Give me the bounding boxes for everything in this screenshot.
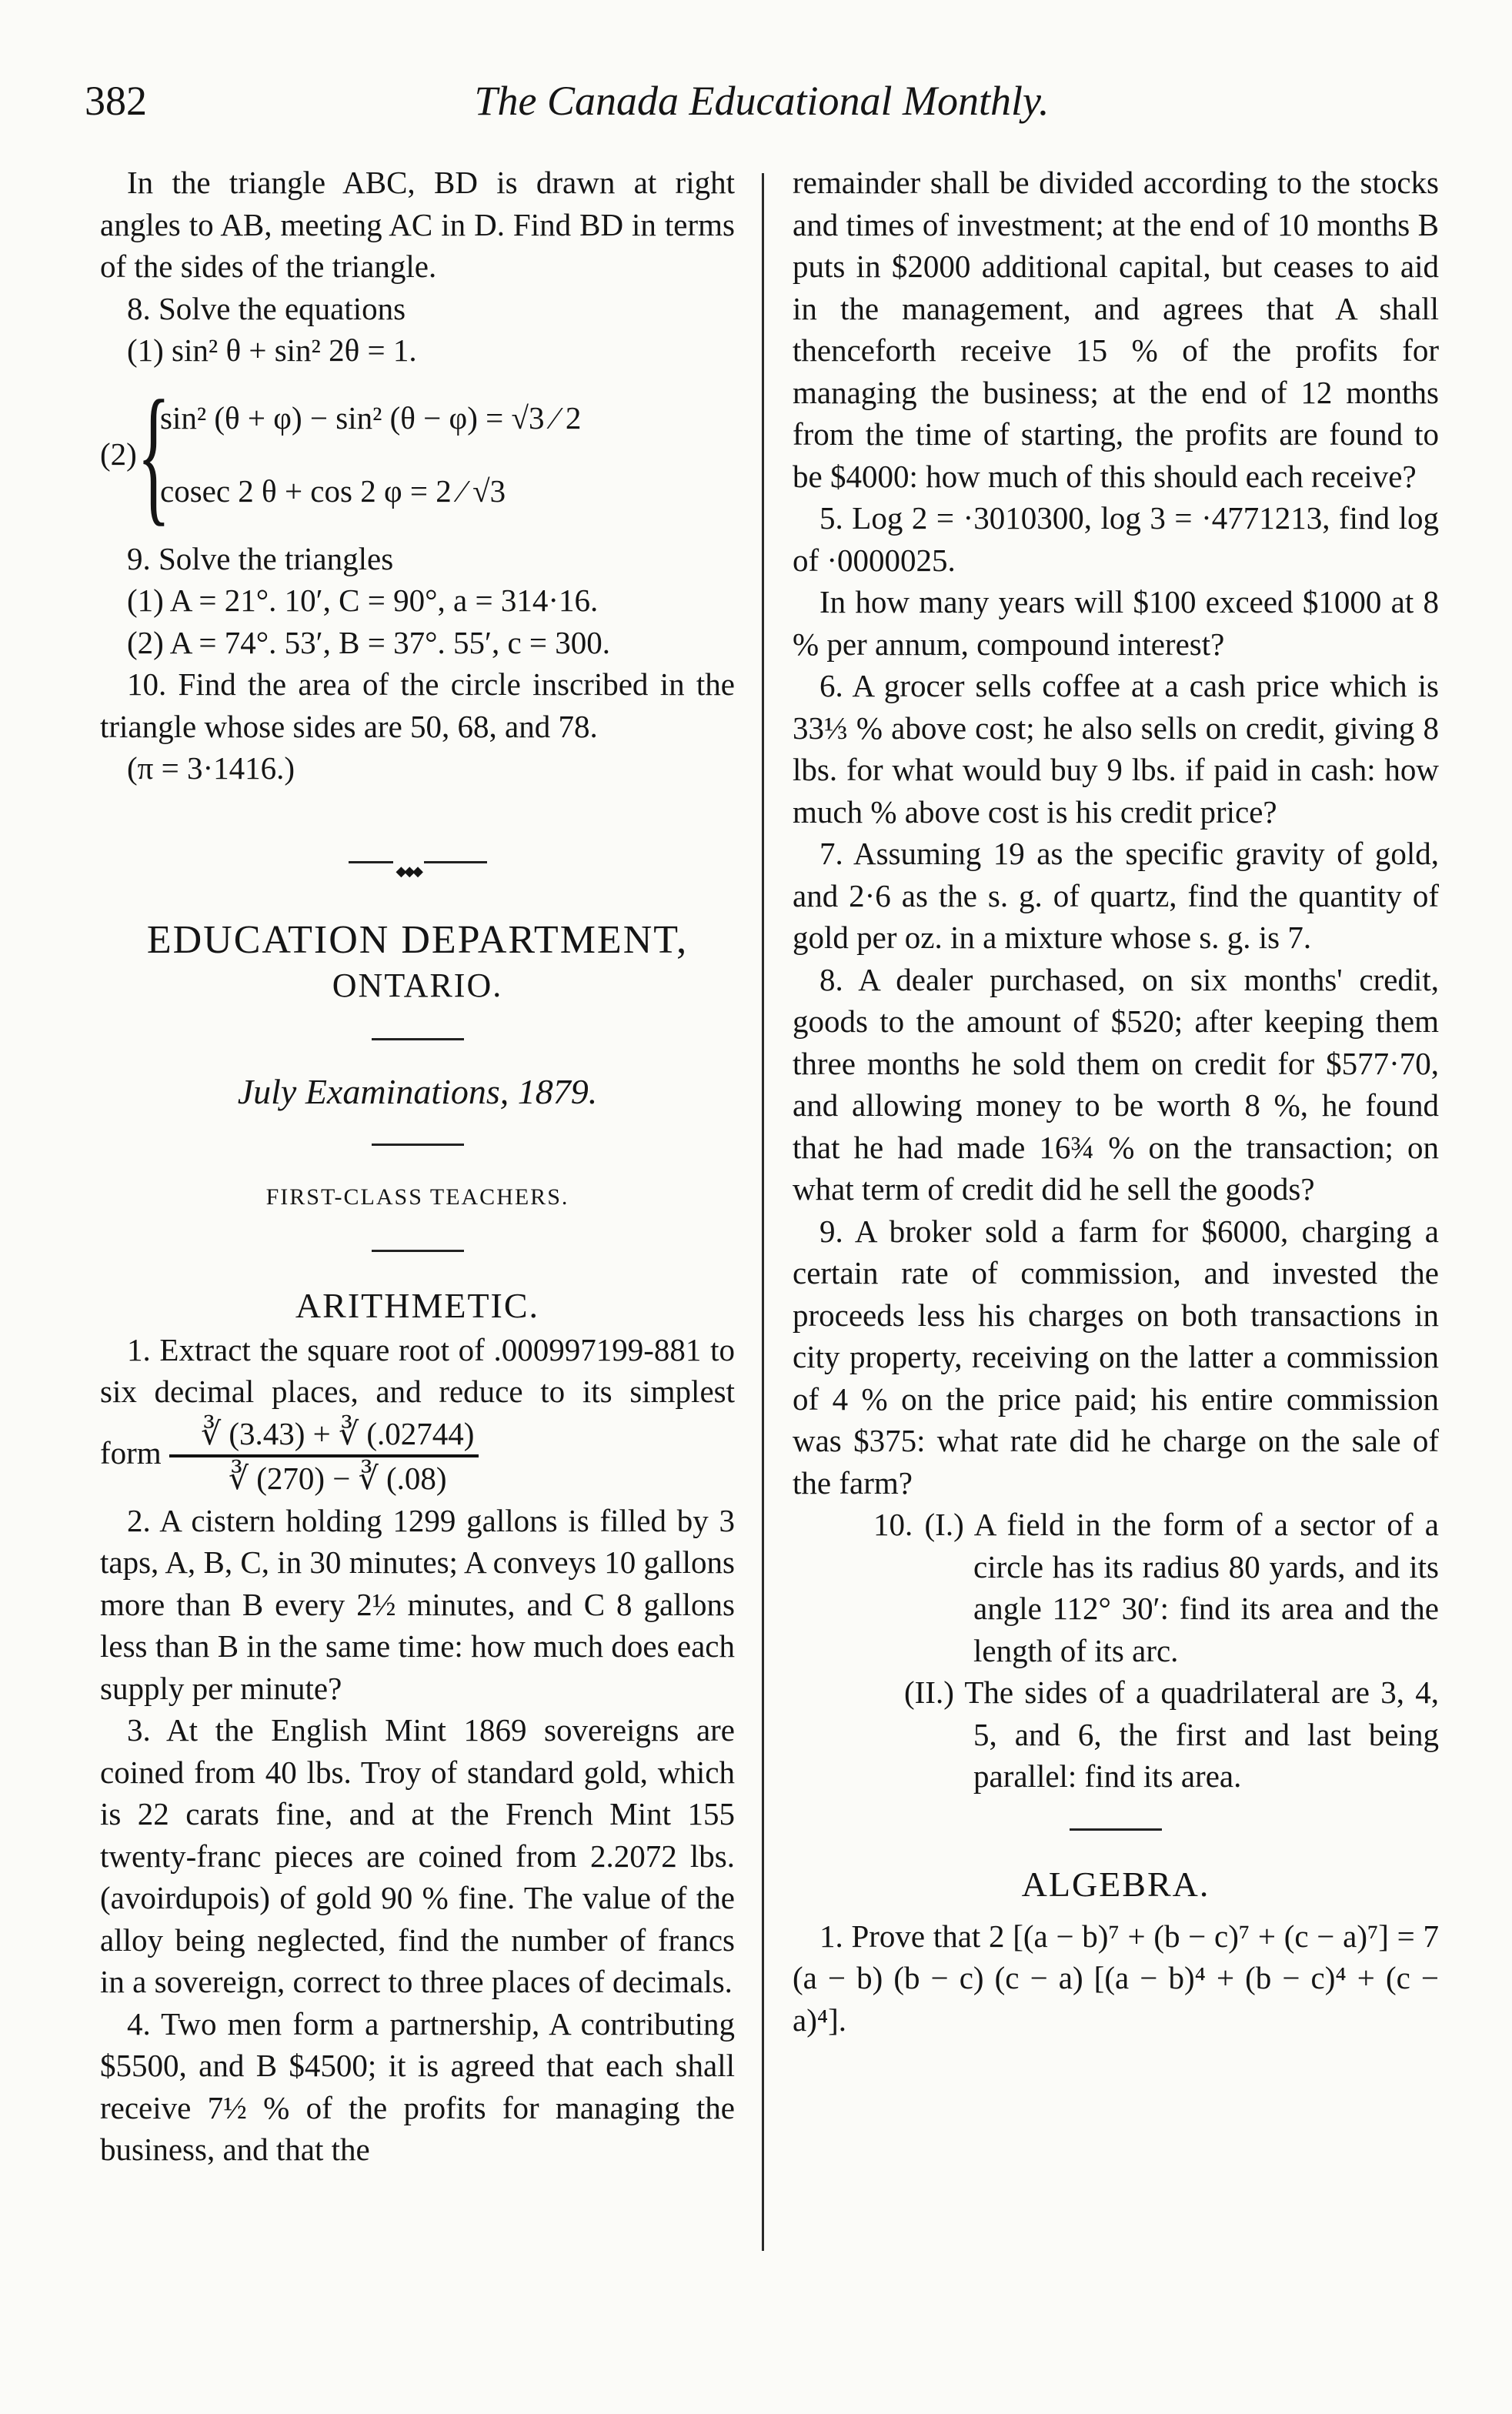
arith-question-4-continued: remainder shall be divided according to the stocks and times of investment; at the end of 10 months B puts in $2000 additional capital, but ceases to aid in the management, and agrees that A shall thenceforth receive 15 % of the profits for managing the business; at the end of 12 months from the time of starting, the profits are found to be $4000: how much of this should each receive? (793, 165, 1439, 494)
section-title: EDUCATION DEPARTMENT, (146, 918, 689, 962)
arith-question-3: 3. At the English Mint 1869 sovereigns are coined from 40 lbs. Troy of standard gold, which is 22 carats fine, and at the French Mint 155 twenty-franc pieces are coined from 2.2072 lbs. (avoirdupois) of gold 90 % fine. The value of the alloy being neglected, find the number of francs in a sovereign, correct to three places of decimals. (100, 1712, 735, 1999)
triangle-9-1: (1) A = 21°. 10′, C = 90°, a = 314·16. (127, 583, 599, 618)
equation-line-2: cosec 2 θ + cos 2 φ = 2 ⁄ √3 (160, 472, 506, 509)
page-header (85, 77, 1439, 139)
arith-question-2: 2. A cistern holding 1299 gallons is filled by 3 taps, A, B, C, in 30 minutes; A conveys 10 gallons more than B every 2½ minutes, and C 8 gallons less than B in the same time: how much does each supply per minute? (100, 1502, 735, 1706)
arith-question-9: 9. A broker sold a farm for $6000, charging a certain rate of commission, and invested the proceeds less his charges on both transactions in city property, receiving on the latter a commission of 4 % on the price paid; his entire commission was $375: what rate did he charge on the sale of the farm? (793, 1213, 1439, 1501)
left-brace-symbol: { (137, 369, 171, 539)
divider-rule (372, 1250, 464, 1252)
arith-question-10-part-2: (II.) The sides of a quadrilateral are 3, 4, 5, and 6, the first and last being parallel: find its area. (904, 1674, 1439, 1794)
equation-8-1: (1) sin² θ + sin² 2θ = 1. (127, 332, 417, 368)
algebra-heading: ALGEBRA. (1021, 1864, 1210, 1904)
arithmetic-heading: ARITHMETIC. (295, 1285, 540, 1325)
equation-label: (2) (100, 436, 137, 472)
arith-question-6: 6. A grocer sells coffee at a cash price which is 33⅓ % above cost; he also sells on credit, giving 8 lbs. for what would buy 9 lbs. if paid in cash: how much % above cost is his credit price? (793, 668, 1439, 830)
right-column (793, 162, 1439, 2041)
arith-question-5b: In how many years will $100 exceed $1000 at 8 % per annum, compound interest? (793, 584, 1439, 662)
equation-lines (160, 382, 581, 528)
arith-question-1-text: 1. Extract the square root of .000997199-881 to six decimal places, and reduce to its simplest form (100, 1331, 735, 1471)
pi-value: (π = 3·1416.) (127, 750, 295, 786)
left-column (100, 162, 735, 2171)
arith-question-8: 8. A dealer purchased, on six months' credit, goods to the amount of $520; after keeping them three months he sold them on credit for $577·70, and allowing money to be worth 8 %, he found that he had made 16¾ % on the transaction; on what term of credit did he sell the goods? (793, 961, 1439, 1207)
section-ornament (100, 832, 735, 874)
equation-line-1: sin² (θ + φ) − sin² (θ − φ) = √3 ⁄ 2 (160, 399, 582, 436)
divider-rule (1070, 1828, 1162, 1831)
question-8: 8. Solve the equations (127, 290, 406, 326)
exam-title: July Examinations, 1879. (237, 1071, 598, 1111)
page-number: 382 (85, 78, 147, 124)
algebra-question-1: 1. Prove that 2 [(a − b)⁷ + (b − c)⁷ + (c − a)⁷] = 7 (a − b) (b − c) (c − a) [(a − b)⁴ + (b − c)⁴ + (c − a)⁴]. (793, 1918, 1439, 2038)
class-title: FIRST-CLASS TEACHERS. (265, 1184, 569, 1210)
fraction-denominator: ∛ (270) − ∛ (.08) (228, 1461, 447, 1496)
divider-rule (372, 1038, 464, 1040)
column-divider (762, 173, 764, 2251)
running-title: The Canada Educational Monthly. (474, 78, 1050, 124)
question-9: 9. Solve the triangles (127, 540, 394, 576)
fraction-numerator: ∛ (3.43) + ∛ (.02744) (169, 1413, 479, 1458)
equation-system-8-2 (100, 369, 735, 539)
arith-question-4: 4. Two men form a partnership, A contributing $5500, and B $4500; it is agreed that each shall receive 7½ % of the profits for managing the business, and that the (100, 2005, 735, 2167)
divider-rule (372, 1144, 464, 1146)
arith-question-7: 7. Assuming 19 as the specific gravity of gold, and 2·6 as the s. g. of quartz, find the quantity of gold per oz. in a mixture whose s. g. is 7. (793, 836, 1439, 955)
arith-question-1 (100, 1329, 735, 1500)
triangle-9-2: (2) A = 74°. 53′, B = 37°. 55′, c = 300. (127, 624, 611, 660)
arith-question-5: 5. Log 2 = ·3010300, log 3 = ·4771213, find log of ·0000025. (793, 500, 1439, 578)
section-subtitle: ONTARIO. (332, 967, 503, 1004)
radical-fraction (169, 1413, 479, 1500)
question-10: 10. Find the area of the circle inscribed in the triangle whose sides are 50, 68, and 78. (100, 666, 735, 744)
arith-question-10-part-1: 10. (I.) A field in the form of a sector of a circle has its radius 80 yards, and its angle 112° 30′: find its area and the length of its arc. (873, 1507, 1439, 1668)
triangle-problem: In the triangle ABC, BD is drawn at right angles to AB, meeting AC in D. Find BD in terms of the sides of the triangle. (100, 165, 735, 284)
